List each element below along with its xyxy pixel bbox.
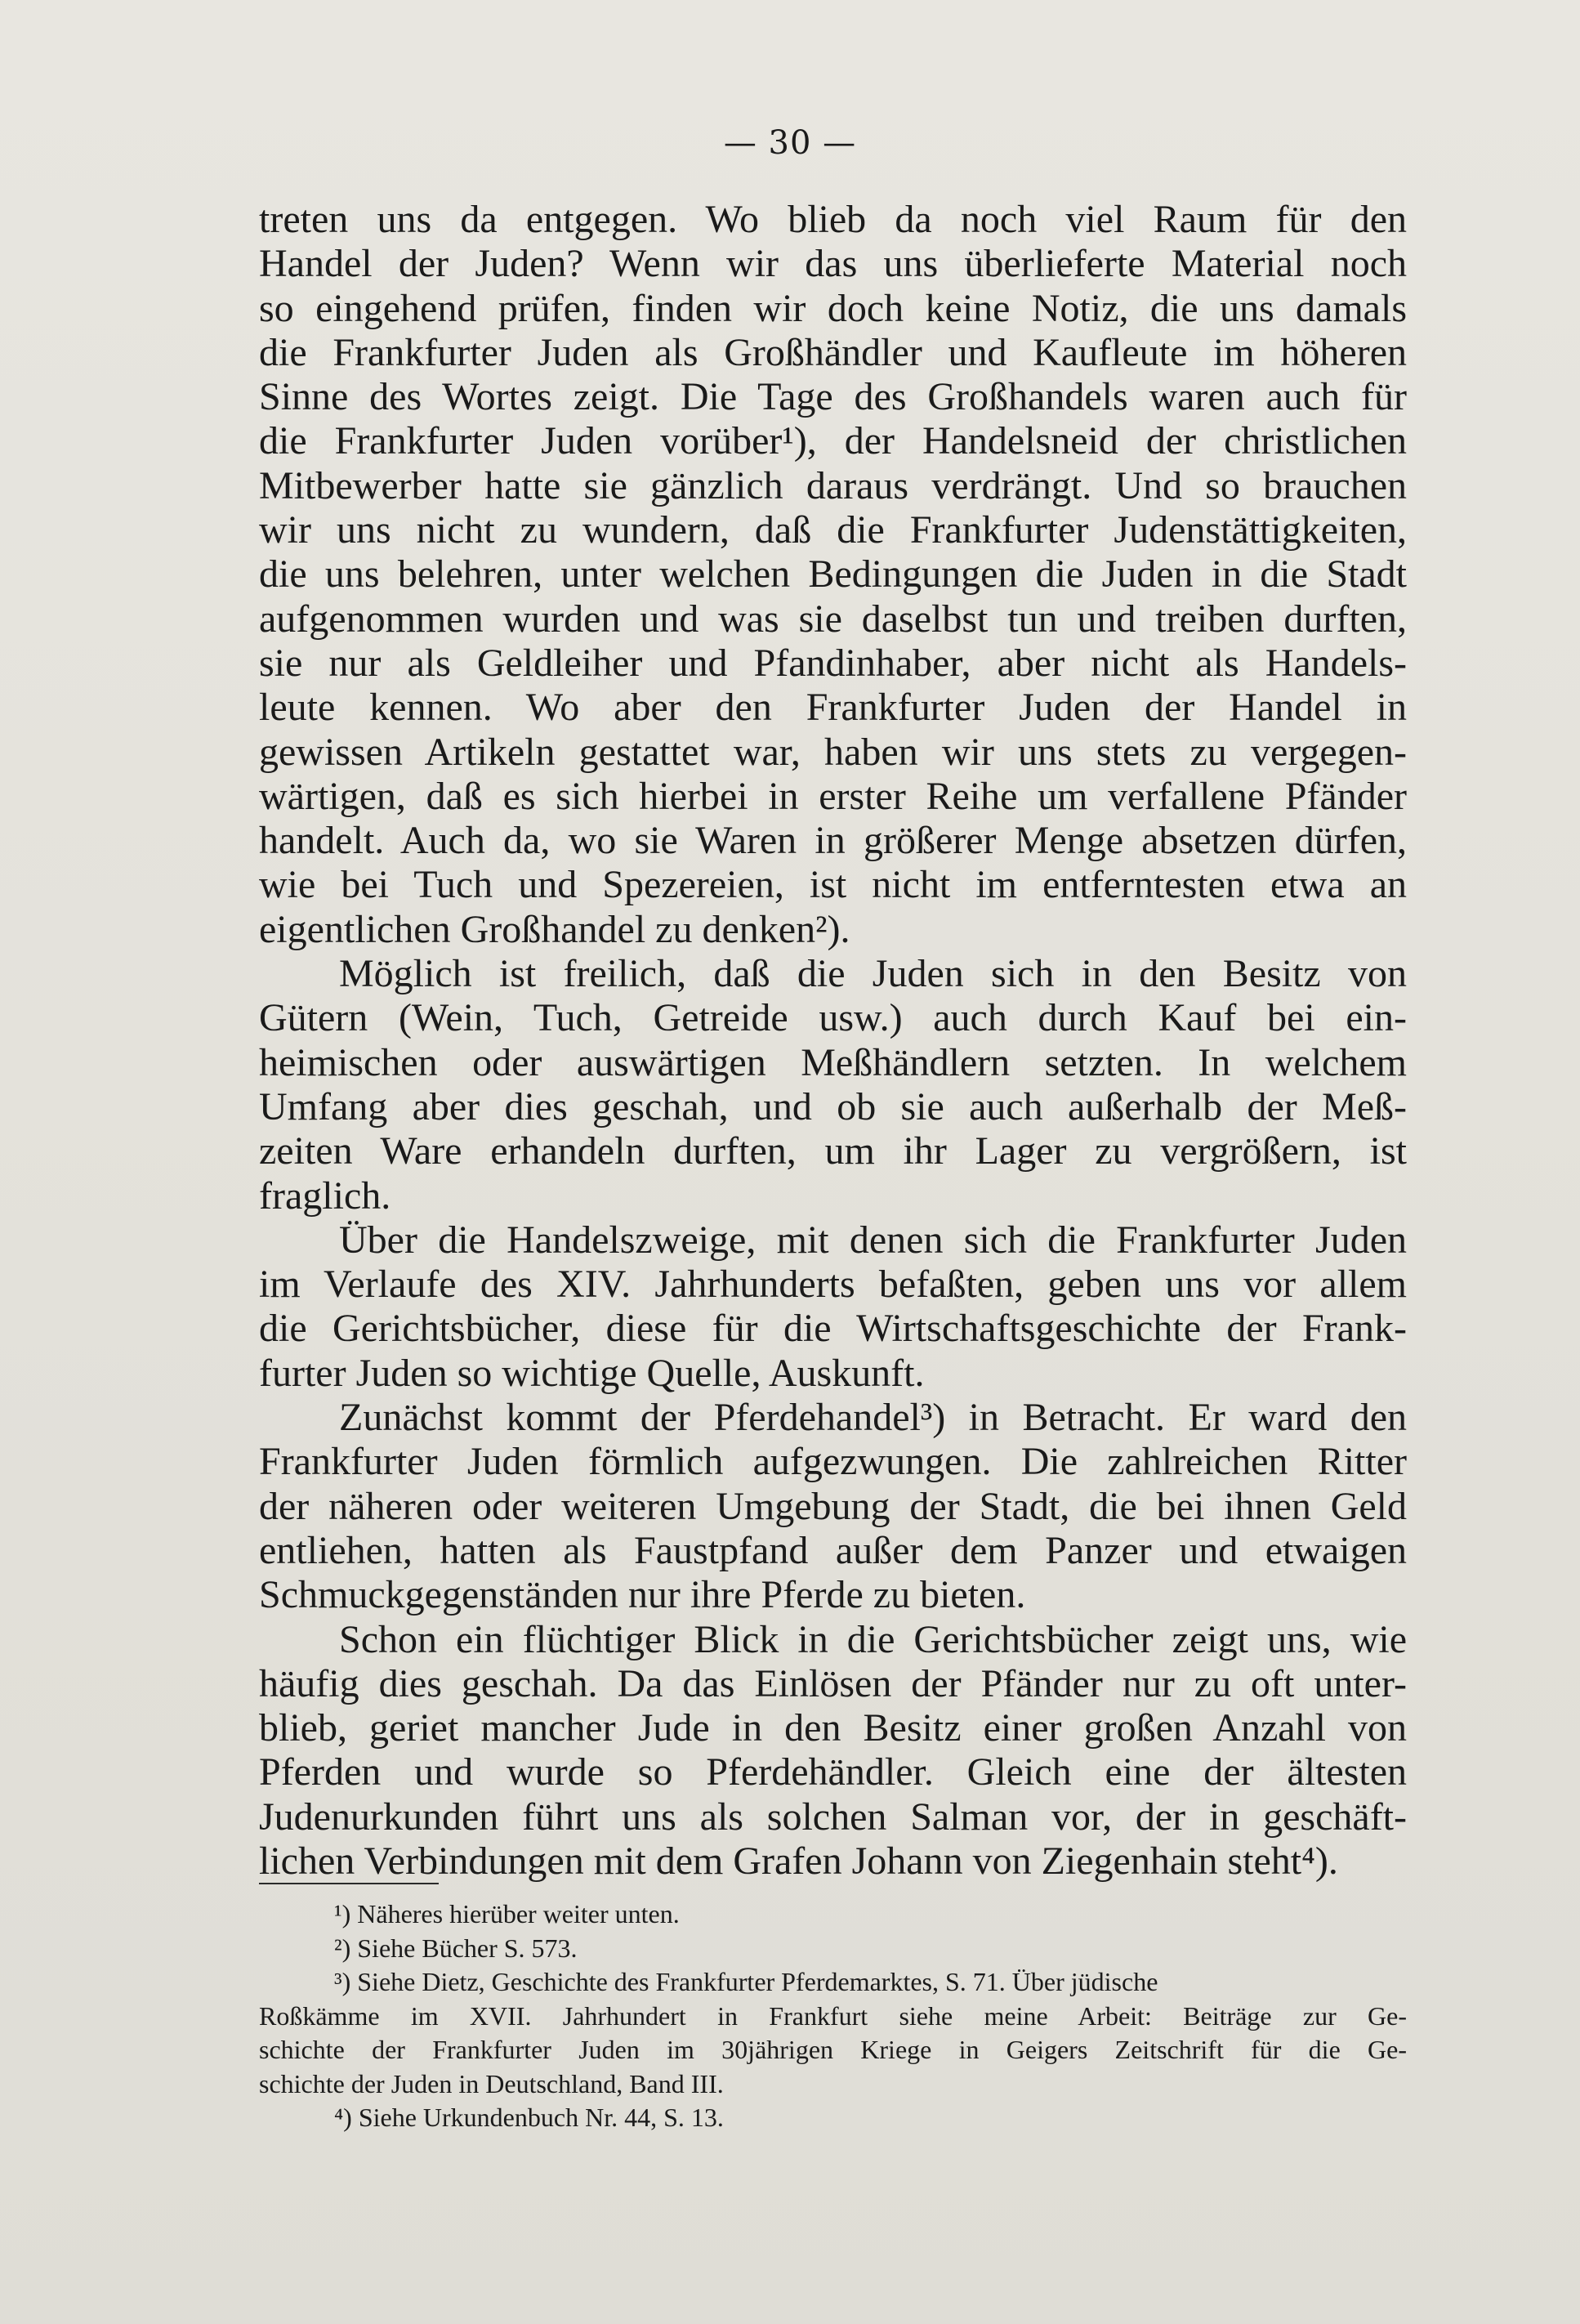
text-line: heimischen oder auswärtigen Meßhändlern setzten. In welchem [259, 1040, 1407, 1084]
text-line: Sinne des Wortes zeigt. Die Tage des Großhandels waren auch für [259, 375, 1407, 419]
footnote-line: schichte der Juden in Deutschland, Band III. [259, 2068, 724, 2098]
text-line: häufig dies geschah. Da das Einlösen der Pfänder nur zu oft unter- [259, 1661, 1407, 1705]
text-line: entliehen, hatten als Faustpfand außer dem Panzer und etwaigen [259, 1528, 1407, 1572]
text-line: Umfang aber dies geschah, und ob sie auch außerhalb der Meß- [259, 1084, 1407, 1128]
main-text [259, 198, 1407, 1884]
text-line: der näheren oder weiteren Umgebung der Stadt, die bei ihnen Geld [259, 1484, 1407, 1528]
footnote-line: ²) Siehe Bücher S. 573. [334, 1933, 578, 1963]
text-line: aufgenommen wurden und was sie daselbst tun und treiben durften, [259, 597, 1407, 641]
footnote-line: schichte der Frankfurter Juden im 30jährigen Kriege in Geigers Zeitschrift für die Ge- [259, 2035, 1407, 2064]
text-line: treten uns da entgegen. Wo blieb da noch viel Raum für den [259, 198, 1407, 241]
footnote-line: ¹) Näheres hierüber weiter unten. [334, 1899, 680, 1928]
text-line: Pferden und wurde so Pferdehändler. Gleich eine der ältesten [259, 1750, 1407, 1794]
text-line: wir uns nicht zu wundern, daß die Frankfurter Judenstättigkeiten, [259, 508, 1407, 552]
text-line: furter Juden so wichtige Quelle, Auskunft. [259, 1351, 925, 1395]
text-line: Frankfurter Juden förmlich aufgezwungen. Die zahlreichen Ritter [259, 1440, 1407, 1484]
text-line: so eingehend prüfen, finden wir doch keine Notiz, die uns damals [259, 286, 1407, 330]
text-line: eigentlichen Großhandel zu denken²). [259, 907, 850, 951]
paragraph [259, 1396, 1407, 1617]
text-line: Schon ein flüchtiger Blick in die Gerichtsbücher zeigt uns, wie [339, 1617, 1407, 1661]
text-line: blieb, geriet mancher Jude in den Besitz einer großen Anzahl von [259, 1706, 1407, 1750]
text-line: die uns belehren, unter welchen Bedingungen die Juden in die Stadt [259, 552, 1407, 597]
text-line: handelt. Auch da, wo sie Waren in größerer Menge absetzen dürfen, [259, 819, 1407, 863]
text-line: Mitbewerber hatte sie gänzlich daraus verdrängt. Und so brauchen [259, 463, 1407, 507]
paragraph [259, 198, 1407, 952]
footnote [259, 2101, 1407, 2135]
text-line: gewissen Artikeln gestattet war, haben wir uns stets zu vergegen- [259, 730, 1407, 774]
footnote-line: ³) Siehe Dietz, Geschichte des Frankfurter Pferdemarktes, S. 71. Über jüdische [334, 1967, 1158, 1996]
footnote-separator [259, 1883, 439, 1884]
text-line: Möglich ist freilich, daß die Juden sich in den Besitz von [339, 952, 1407, 996]
text-line: im Verlaufe des XIV. Jahrhunderts befaßten, geben uns vor allem [259, 1263, 1407, 1307]
footnote [259, 1897, 1407, 1932]
text-line: leute kennen. Wo aber den Frankfurter Juden der Handel in [259, 686, 1407, 730]
text-line: Handel der Juden? Wenn wir das uns überlieferte Material noch [259, 242, 1407, 286]
text-line: wie bei Tuch und Spezereien, ist nicht im entferntesten etwa an [259, 863, 1407, 907]
paragraph [259, 1218, 1407, 1396]
text-line: die Frankfurter Juden als Großhändler und Kaufleute im höheren [259, 330, 1407, 374]
text-line: lichen Verbindungen mit dem Grafen Johann von Ziegenhain steht⁴). [259, 1839, 1338, 1883]
text-line: Zunächst kommt der Pferdehandel³) in Betracht. Er ward den [339, 1396, 1407, 1440]
text-line: fraglich. [259, 1173, 391, 1218]
text-line: die Gerichtsbücher, diese für die Wirtschaftsgeschichte der Frank- [259, 1307, 1407, 1351]
paragraph [259, 1618, 1407, 1884]
footnote [259, 1932, 1407, 1966]
footnotes [259, 1897, 1407, 2135]
paragraph [259, 952, 1407, 1218]
footnote-line: Roßkämme im XVII. Jahrhundert in Frankfurt siehe meine Arbeit: Beiträge zur Ge- [259, 2000, 1407, 2031]
text-line: zeiten Ware erhandeln durften, um ihr Lager zu vergrößern, ist [259, 1129, 1407, 1173]
footnote [259, 1965, 1407, 2101]
text-line: die Frankfurter Juden vorüber¹), der Handelsneid der christlichen [259, 419, 1407, 463]
page-number: — 30 — [723, 124, 857, 162]
text-line: Über die Handelszweige, mit denen sich die Frankfurter Juden [339, 1218, 1407, 1262]
footnote-line: ⁴) Siehe Urkundenbuch Nr. 44, S. 13. [334, 2103, 724, 2132]
text-line: sie nur als Geldleiher und Pfandinhaber, aber nicht als Handels- [259, 641, 1407, 685]
text-line: Judenurkunden führt uns als solchen Salman vor, der in geschäft- [259, 1794, 1407, 1839]
text-line: Gütern (Wein, Tuch, Getreide usw.) auch durch Kauf bei ein- [259, 996, 1407, 1040]
text-line: Schmuckgegenständen nur ihre Pferde zu bieten. [259, 1573, 1026, 1617]
text-line: wärtigen, daß es sich hierbei in erster Reihe um verfallene Pfänder [259, 774, 1407, 818]
